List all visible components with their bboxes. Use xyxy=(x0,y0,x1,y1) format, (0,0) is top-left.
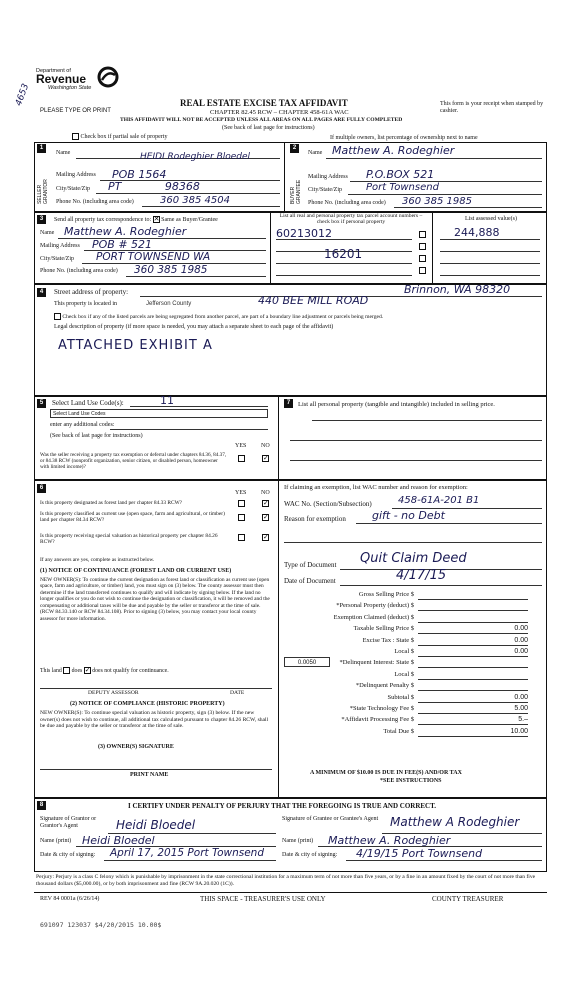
located-label: This property is located in xyxy=(54,301,117,307)
historic-no-checkbox[interactable]: ✓ xyxy=(263,533,269,541)
grantee-name-label: Name (print) xyxy=(282,838,314,844)
doc-date-value[interactable]: 4/17/15 xyxy=(396,568,447,583)
fee-value[interactable]: 10.00 xyxy=(510,727,528,735)
please-type: PLEASE TYPE OR PRINT xyxy=(40,108,111,114)
historic-question: Is this property receiving special valuation as historical property per chapter 84.26 RCW? xyxy=(40,533,218,546)
seller-city-label: City/State/Zip xyxy=(56,186,90,192)
does-not-label: does not xyxy=(92,667,112,674)
additional-codes-label: enter any additional codes: xyxy=(50,422,115,428)
fee-row xyxy=(282,591,532,602)
s3-name-value[interactable]: Matthew A. Rodeghier xyxy=(64,225,187,238)
multiple-owners-note: If multiple owners, list percentage of ownership next to name xyxy=(330,135,478,141)
county-treasurer-label: COUNTY TREASURER xyxy=(432,895,504,903)
section-3-badge: 3 xyxy=(37,215,46,224)
partial-sale-checkbox[interactable] xyxy=(72,133,79,140)
exemption-question: Was the seller receiving a property tax exemption or deferral under chapters 84.36, 84.37, or 84.38 RCW (nonprofit organization, senior citizen, or disabled person, homeowner with limited income)? xyxy=(40,452,227,471)
seller-city-value[interactable]: PT 98368 xyxy=(108,180,200,193)
fee-underline xyxy=(418,679,528,680)
parcel-number[interactable]: 60213012 xyxy=(276,227,332,240)
seller-mailing-label: Mailing Address xyxy=(56,172,96,178)
dor-logo-icon xyxy=(96,66,120,88)
s3-phone-value[interactable]: 360 385 1985 xyxy=(134,264,208,276)
personal-property-checkbox[interactable] xyxy=(419,267,426,274)
partial-sale-row xyxy=(72,133,167,141)
s3-phone-label: Phone No. (including area code) xyxy=(40,268,118,274)
same-as-buyer-checkbox[interactable]: ✕ xyxy=(153,215,160,223)
reason-label: Reason for exemption xyxy=(284,515,346,523)
form-title: REAL ESTATE EXCISE TAX AFFIDAVIT xyxy=(180,98,348,108)
fee-label: *Personal Property (deduct) $ xyxy=(336,602,414,610)
fee-underline xyxy=(418,736,528,737)
fee-label: Local $ xyxy=(394,670,414,678)
fee-underline xyxy=(418,622,528,623)
fee-underline xyxy=(418,713,528,714)
fee-underline xyxy=(418,690,528,691)
deputy-assessor-label: DEPUTY ASSESSOR xyxy=(88,690,139,696)
fee-label: Subtotal $ xyxy=(387,693,414,701)
grantor-name-value[interactable]: Heidi Bloedel xyxy=(82,834,155,847)
grantee-sig-label: Signature of Grantee or Grantee's Agent xyxy=(282,816,379,822)
parcel-row xyxy=(276,228,426,240)
qualify-label: qualify for continuance. xyxy=(113,667,169,674)
logo-name: Revenue xyxy=(36,72,87,87)
segregated-row xyxy=(54,313,383,320)
fee-value[interactable]: 5.– xyxy=(518,716,528,724)
s3-name-label: Name xyxy=(40,230,55,236)
notice2-body: NEW OWNER(S): To continue special valuation as historic property, sign (3) below. If the new owner(s) does not wish to continue, all additional tax calculated pursuant to chapter 84.26 RCW, shall be due and payable by the seller or transferor at the time of sale. xyxy=(40,710,269,730)
exemption-yes-checkbox[interactable] xyxy=(238,455,245,462)
print-name-label: PRINT NAME xyxy=(130,772,169,778)
land-use-label: Select Land Use Code(s): xyxy=(52,399,124,407)
fee-label: Excise Tax : State $ xyxy=(362,636,414,644)
buyer-city-label: City/State/Zip xyxy=(308,187,342,193)
wac-intro: If claiming an exemption, list WAC number and reason for exemption: xyxy=(284,484,468,491)
seller-name-value[interactable]: HEIDI Rodeghier Bloedel xyxy=(140,152,251,162)
current-use-question: Is this property classified as current use (open space, farm and agricultural, or timber) land per chapter 84.34 RCW? xyxy=(40,511,225,524)
forest-question: Is this property designated as forest land per chapter 84.33 RCW? xyxy=(40,500,183,506)
fee-underline xyxy=(418,724,528,725)
forest-yes-checkbox[interactable] xyxy=(238,500,245,507)
notice1-body: NEW OWNER(S): To continue the current designation as forest land or classification as current use (open space, farm and agriculture, or timber) land, you must sign on (3) below. The county assessor must then determine if the land transferred continues to qualify and will indicate by signing below. If the land no longer qualifies or you do not wish to continue the designation or classification, it will be removed and the compensating or additional taxes will be due and payable by the seller or transferor at the time of sale. (RCW 84.33.140 or RCW 84.34.108). Prior to signing (3) below, you may contact your local county assessor for more information. xyxy=(40,577,270,622)
parcel-header: List all real and personal property tax parcel account numbers – check box if personal property xyxy=(279,213,423,226)
does-checkbox[interactable] xyxy=(63,667,70,674)
owner-signature-label: (3) OWNER(S) SIGNATURE xyxy=(98,744,174,750)
s3-city-label: City/State/Zip xyxy=(40,256,74,262)
buyer-mailing-value[interactable]: P.O.BOX 521 xyxy=(366,168,435,181)
form-warning: THIS AFFIDAVIT WILL NOT BE ACCEPTED UNLESS ALL AREAS ON ALL PAGES ARE FULLY COMPLETED xyxy=(120,117,403,123)
seller-mailing-value[interactable]: POB 1564 xyxy=(112,168,167,181)
local-rate-field[interactable]: 0.0050 xyxy=(284,657,330,667)
segregated-label: Check box if any of the listed parcels are being segregated from another parcel, are part of a boundary line adjustment or parcels being merged. xyxy=(62,313,384,320)
current-use-yes-checkbox[interactable] xyxy=(238,514,245,521)
segregated-checkbox[interactable] xyxy=(54,313,61,320)
forest-no-checkbox[interactable]: ✓ xyxy=(263,499,269,507)
parcel-list xyxy=(276,228,426,276)
fee-label: *Affidavit Processing Fee $ xyxy=(341,716,414,724)
assessed-value[interactable]: 244,888 xyxy=(454,226,500,239)
fee-underline xyxy=(418,645,528,646)
street-value[interactable]: 440 BEE MILL ROAD xyxy=(258,294,369,307)
section-6-badge: 6 xyxy=(37,484,46,493)
grantor-date-value[interactable]: April 17, 2015 Port Townsend xyxy=(110,847,264,859)
buyer-phone-label: Phone No. (including area code) xyxy=(308,200,386,206)
personal-property-checkbox[interactable] xyxy=(419,255,426,262)
treasurer-use-label: THIS SPACE - TREASURER'S USE ONLY xyxy=(200,895,326,903)
historic-yes-checkbox[interactable] xyxy=(238,534,245,541)
seller-phone-label: Phone No. (including area code) xyxy=(56,199,134,205)
s5-see-back: (See back of last page for instructions) xyxy=(50,433,143,439)
does-label: does xyxy=(71,667,83,674)
fee-row xyxy=(282,614,532,625)
s3-mailing-label: Mailing Address xyxy=(40,243,80,249)
see-instructions: *SEE INSTRUCTIONS xyxy=(380,778,442,784)
treasurer-stamp: 691097 123037 $4/20/2015 10.00$ xyxy=(40,921,162,929)
fee-row xyxy=(282,716,532,727)
assessed-header: List assessed value(s) xyxy=(465,216,517,222)
s5-yes: YES xyxy=(235,443,247,449)
fee-underline xyxy=(418,667,528,668)
same-as-buyer-label: Same as Buyer/Grantee xyxy=(161,216,218,223)
fee-label: Gross Selling Price $ xyxy=(358,591,414,598)
seller-side-label: SELLER GRANTOR xyxy=(37,179,49,204)
reason-value[interactable]: gift - no Debt xyxy=(372,509,445,522)
seller-phone-value[interactable]: 360 385 4504 xyxy=(160,195,230,206)
land-use-select[interactable]: Select Land Use Codes xyxy=(50,409,268,418)
fee-underline xyxy=(418,599,528,600)
doc-type-label: Type of Document xyxy=(284,561,337,569)
send-correspondence-row xyxy=(54,216,218,224)
section-7-badge: 7 xyxy=(284,399,293,408)
doc-date-label: Date of Document xyxy=(284,577,336,585)
parcel-row xyxy=(276,247,426,264)
grantee-date-value[interactable]: 4/19/15 Port Townsend xyxy=(356,847,483,860)
send-correspondence-label: Send all property tax correspondence to: xyxy=(54,216,152,223)
fee-label: Total Due $ xyxy=(383,727,414,735)
section-8-badge: 8 xyxy=(37,801,46,810)
this-land-label: This land xyxy=(40,667,62,674)
wac-value[interactable]: 458-61A-201 B1 xyxy=(398,495,480,506)
fee-label: Local $ xyxy=(394,648,414,655)
buyer-phone-value[interactable]: 360 385 1985 xyxy=(402,196,472,207)
legal-label: Legal description of property (if more space is needed, you may attach a separate sheet to each page of the affidavit) xyxy=(54,324,334,330)
s6-no: NO xyxy=(261,490,270,496)
fee-value[interactable]: 0.00 xyxy=(514,625,528,633)
grantee-name-value[interactable]: Matthew A. Rodeghier xyxy=(328,834,451,847)
deputy-date-label: DATE xyxy=(230,690,245,696)
fee-underline xyxy=(418,656,528,657)
fee-row xyxy=(282,682,532,693)
section-4-badge: 4 xyxy=(37,288,46,297)
perjury-notice: Perjury: Perjury is a class C felony which is punishable by imprisonment in the state correctional institution for a maximum term of not more than five years, or by a fine in an amount fixed by the court of not more than five thousand dollars ($5,000.00), or by both imprisonment and fine (RCW 9A.20.020 (1C)). xyxy=(36,874,536,887)
fee-underline xyxy=(418,633,528,634)
form-revision: REV 84 0001a (6/26/14) xyxy=(40,896,100,902)
seller-name-label: Name xyxy=(56,150,71,156)
land-use-code[interactable]: 11 xyxy=(160,394,174,407)
fee-value[interactable]: 0.00 xyxy=(514,693,528,701)
county-value[interactable]: Jefferson County xyxy=(146,301,192,307)
fee-row xyxy=(282,694,532,705)
section-2-badge: 2 xyxy=(290,144,299,153)
grantor-signature[interactable]: Heidi Bloedel xyxy=(116,818,196,832)
parcel-number[interactable]: 16201 xyxy=(324,247,363,261)
grantor-sig-label: Signature of Grantor or Grantor's Agent xyxy=(40,816,97,829)
fee-label: *Delinquent Penalty $ xyxy=(355,682,414,690)
does-not-checkbox[interactable]: ✓ xyxy=(84,666,91,674)
fee-row xyxy=(282,705,532,716)
partial-sale-label: Check box if partial sale of property xyxy=(80,133,168,140)
personal-property-checkbox[interactable] xyxy=(419,243,426,250)
parcel-row xyxy=(276,264,426,276)
doc-type-value[interactable]: Quit Claim Deed xyxy=(360,551,467,566)
continuance-row xyxy=(40,667,169,674)
s6-yes: YES xyxy=(235,490,247,496)
fee-label: *Delinquent Interest: State $ xyxy=(339,659,414,667)
current-use-no-checkbox[interactable]: ✓ xyxy=(263,513,269,521)
buyer-name-value[interactable]: Matthew A. Rodeghier xyxy=(332,144,455,157)
grantor-date-label: Date & city of signing: xyxy=(40,852,96,858)
fee-value[interactable]: 0.00 xyxy=(514,648,528,655)
fee-row xyxy=(282,602,532,613)
street-city-value[interactable]: Brinnon, WA 98320 xyxy=(404,283,511,296)
street-label: Street address of property: xyxy=(54,288,129,296)
grantor-name-label: Name (print) xyxy=(40,838,72,844)
minimum-note: A MINIMUM OF $10.00 IS DUE IN FEE(S) AND/OR TAX xyxy=(310,770,462,776)
fee-row xyxy=(282,625,532,636)
logo-dept: Department of xyxy=(36,68,71,74)
certify-statement: I CERTIFY UNDER PENALTY OF PERJURY THAT THE FOREGOING IS TRUE AND CORRECT. xyxy=(128,802,437,810)
s3-city-value[interactable]: PORT TOWNSEND WA xyxy=(96,251,211,263)
fee-label: Taxable Selling Price $ xyxy=(353,625,414,633)
buyer-name-label: Name xyxy=(308,150,323,156)
grantee-date-label: Date & city of signing: xyxy=(282,852,338,858)
fee-label: *State Technology Fee $ xyxy=(349,705,414,712)
fee-label: Exemption Claimed (deduct) $ xyxy=(333,613,414,621)
notice1-title: (1) NOTICE OF CONTINUANCE (FOREST LAND OR CURRENT USE) xyxy=(40,568,232,574)
section-1-badge: 1 xyxy=(37,144,46,153)
fee-row xyxy=(282,637,532,648)
fee-underline xyxy=(418,702,528,703)
fee-row xyxy=(282,728,532,739)
assessed-list xyxy=(440,228,540,276)
fee-row xyxy=(282,671,532,682)
personal-property-checkbox[interactable] xyxy=(419,231,426,238)
legal-description-value[interactable]: ATTACHED EXHIBIT A xyxy=(58,338,213,353)
buyer-city-value[interactable]: Port Townsend xyxy=(366,182,439,193)
notice2-title: (2) NOTICE OF COMPLIANCE (HISTORIC PROPERTY) xyxy=(70,701,225,707)
s5-no: NO xyxy=(261,443,270,449)
fee-value[interactable]: 5.00 xyxy=(514,705,528,712)
wac-label: WAC No. (Section/Subsection) xyxy=(284,500,372,508)
receipt-note: This form is your receipt when stamped by cashier. xyxy=(440,101,544,115)
see-back: (See back of last page for instructions) xyxy=(222,125,315,131)
dor-logo xyxy=(36,68,91,92)
s3-mailing-value[interactable]: POB # 521 xyxy=(92,238,153,251)
fee-underline xyxy=(418,610,528,611)
buyer-side-label: BUYER GRANTEE xyxy=(290,179,302,204)
if-yes-note: If any answers are yes, complete as instructed below. xyxy=(40,557,155,563)
personal-property-label: List all personal property (tangible and intangible) included in selling price. xyxy=(298,401,495,408)
logo-state: Washington State xyxy=(48,85,92,92)
exemption-no-checkbox[interactable]: ✓ xyxy=(263,454,269,462)
section-5-badge: 5 xyxy=(37,399,46,408)
grantee-signature[interactable]: Matthew A Rodeghier xyxy=(390,815,520,829)
buyer-mailing-label: Mailing Address xyxy=(308,174,348,180)
fee-value[interactable]: 0.00 xyxy=(514,636,528,644)
margin-note: 4653 xyxy=(14,82,32,108)
form-chapter: CHAPTER 82.45 RCW – CHAPTER 458-61A WAC xyxy=(210,109,349,116)
